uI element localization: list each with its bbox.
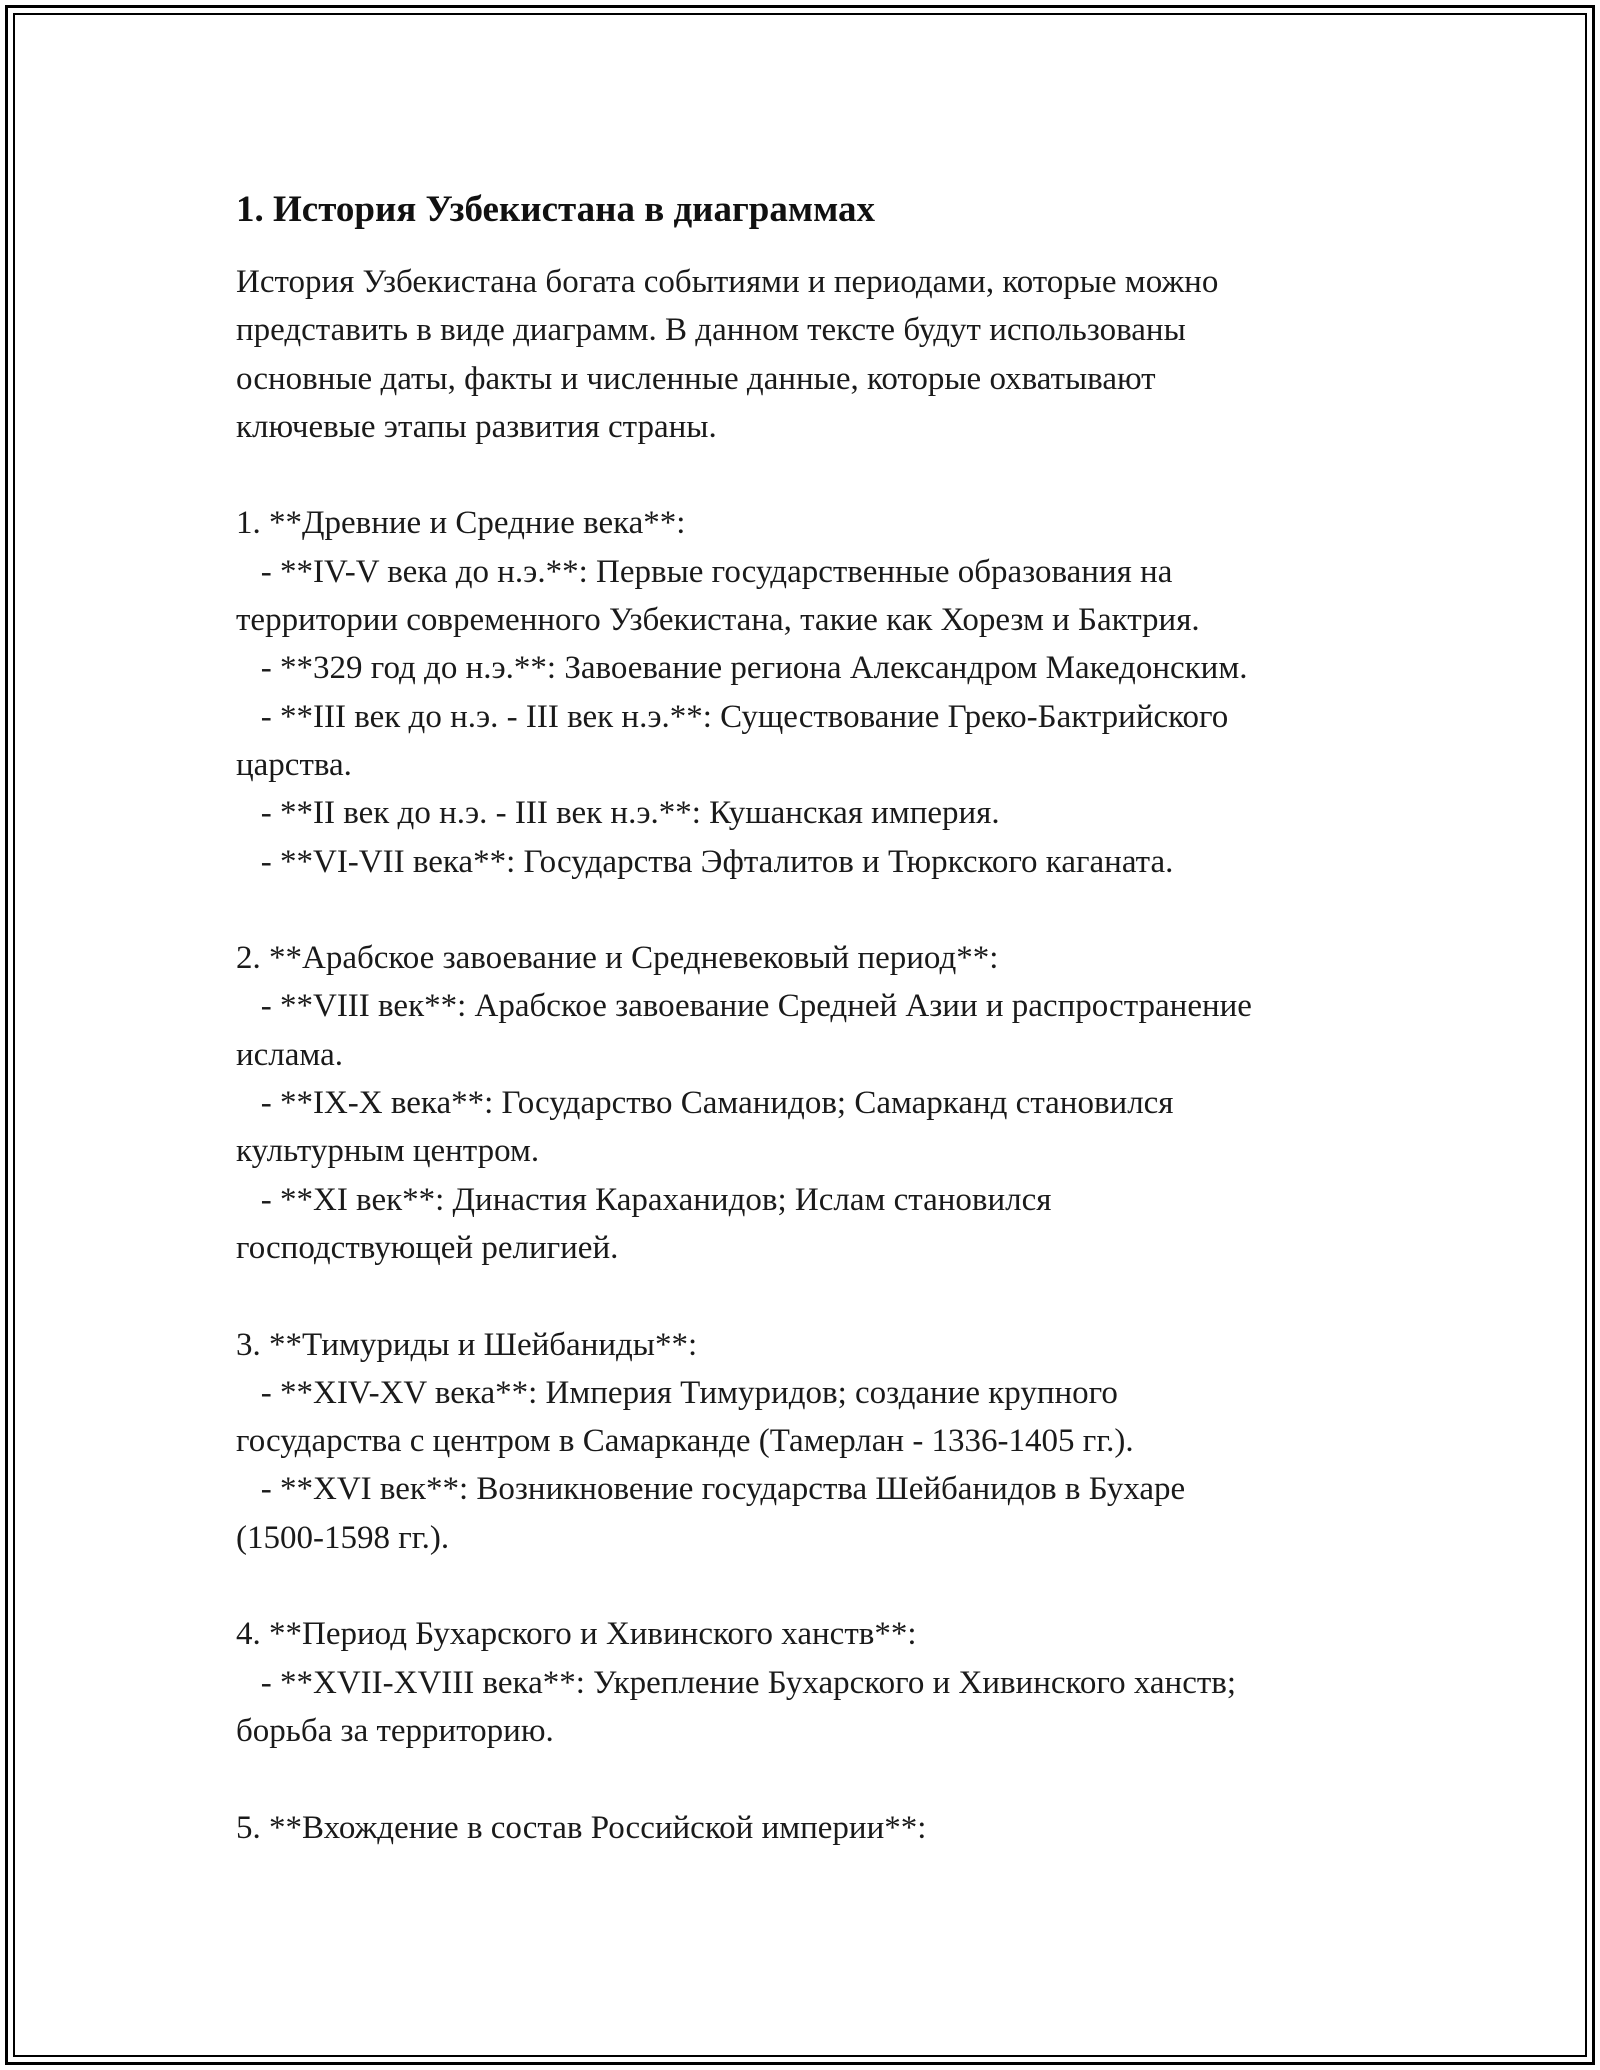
document-title: 1. История Узбекистана в диаграммах [236,189,876,230]
document-page [236,186,1386,1852]
document-body-text: История Узбекистана богата событиями и периодами, которые можно представить в виде диаграмм. В данном тексте будут использованы основные даты, факты и численные данные, которые охватывают ключевые этапы развития страны. 1. **Древние и Средние века**: - **IV-V века до н.э.**: Первые государственные образования на территории современного Узбекистана, такие как Хорезм и Бактрия. - **329 год до н.э.**: Завоевание региона Александром Македонским. - **III век до н.э. - III век н.э.**: Существование Греко-Бактрийского царства. - **II век до н.э. - III век н.э.**: Кушанская империя. - **VI-VII века**: Государства Эфталитов и Тюркского каганата. 2. **Арабское завоевание и Средневековый период**: - **VIII век**: Арабское завоевание Средней Азии и распространение ислама. - **IX-X века**: Государство Саманидов; Самарканд становился культурным центром. - **XI век**: Династия Караханидов; Ислам становился господствующей религией. 3. **Тимуриды и Шейбаниды**: - **XIV-XV века**: Империя Тимуридов; создание крупного государства с центром в Самарканде (Тамерлан - 1336-1405 гг.). - **XVI век**: Возникновение государства Шейбанидов в Бухаре (1500-1598 гг.). 4. **Период Бухарского и Хивинского ханств**: - **XVII-XVIII века**: Укрепление Бухарского и Хивинского ханств; борьба за территорию. 5. **Вхождение в состав Российской империи**: [236,264,1252,1846]
